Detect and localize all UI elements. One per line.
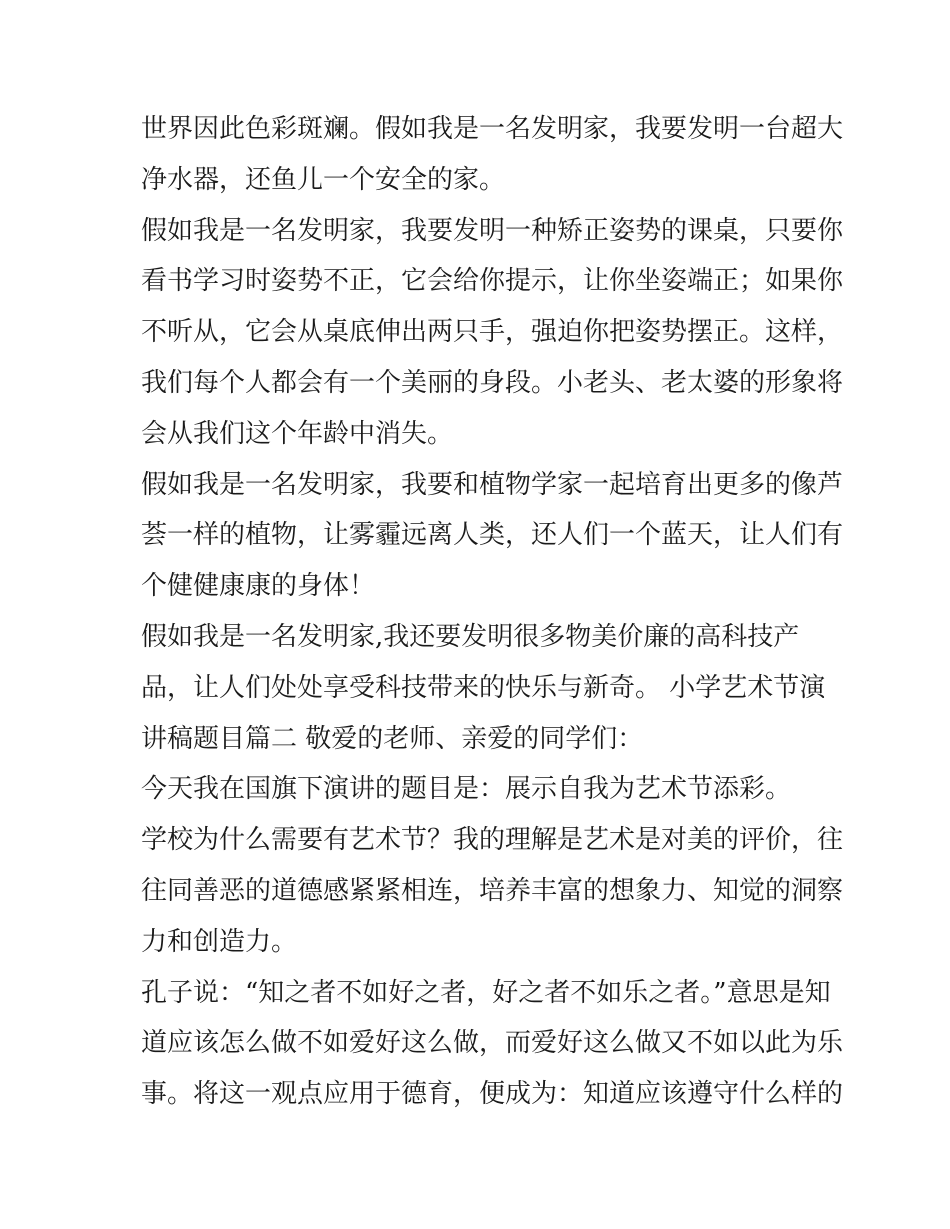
- text-line: 不听从，它会从桌底伸出两只手，强迫你把姿势摆正。这样，: [141, 317, 844, 348]
- text-line: 荟一样的植物，让雾霾远离人类，还人们一个蓝天，让人们有: [141, 520, 844, 551]
- text-line: 力和创造力。: [141, 926, 298, 957]
- text-line: 假如我是一名发明家，我要发明一种矫正姿势的课桌，只要你: [141, 215, 844, 246]
- text-line: 假如我是一名发明家，我要和植物学家一起培育出更多的像芦: [141, 469, 844, 500]
- text-line: 往同善恶的道德感紧紧相连，培养丰富的想象力、知觉的洞察: [141, 875, 844, 906]
- text-line: 道应该怎么做不如爱好这么做，而爱好这么做又不如以此为乐: [141, 1028, 844, 1059]
- text-line: 学校为什么需要有艺术节？我的理解是艺术是对美的评价，往: [141, 825, 844, 856]
- text-line: 事。将这一观点应用于德育，便成为：知道应该遵守什么样的: [141, 1079, 844, 1110]
- text-line: 净水器，还鱼儿一个安全的家。: [141, 164, 506, 195]
- text-line: 看书学习时姿势不正，它会给你提示，让你坐姿端正；如果你: [141, 266, 844, 297]
- text-line: 会从我们这个年龄中消失。: [141, 418, 454, 449]
- text-line: 孔子说：“知之者不如好之者，好之者不如乐之者。”意思是知: [141, 977, 831, 1008]
- body-text: [141, 104, 844, 1120]
- text-line: 假如我是一名发明家,我还要发明很多物美价廉的高科技产: [141, 621, 800, 652]
- text-line: 我们每个人都会有一个美丽的身段。小老头、老太婆的形象将: [141, 367, 844, 398]
- text-line: 个健健康康的身体！: [141, 571, 376, 602]
- text-line: 今天我在国旗下演讲的题目是：展示自我为艺术节添彩。: [141, 774, 792, 805]
- text-line: 品，让人们处处享受科技带来的快乐与新奇。 小学艺术节演: [141, 672, 826, 703]
- text-line: 讲稿题目篇二 敬爱的老师、亲爱的同学们：: [141, 723, 644, 754]
- text-line: 世界因此色彩斑斓。假如我是一名发明家，我要发明一台超大: [141, 114, 844, 144]
